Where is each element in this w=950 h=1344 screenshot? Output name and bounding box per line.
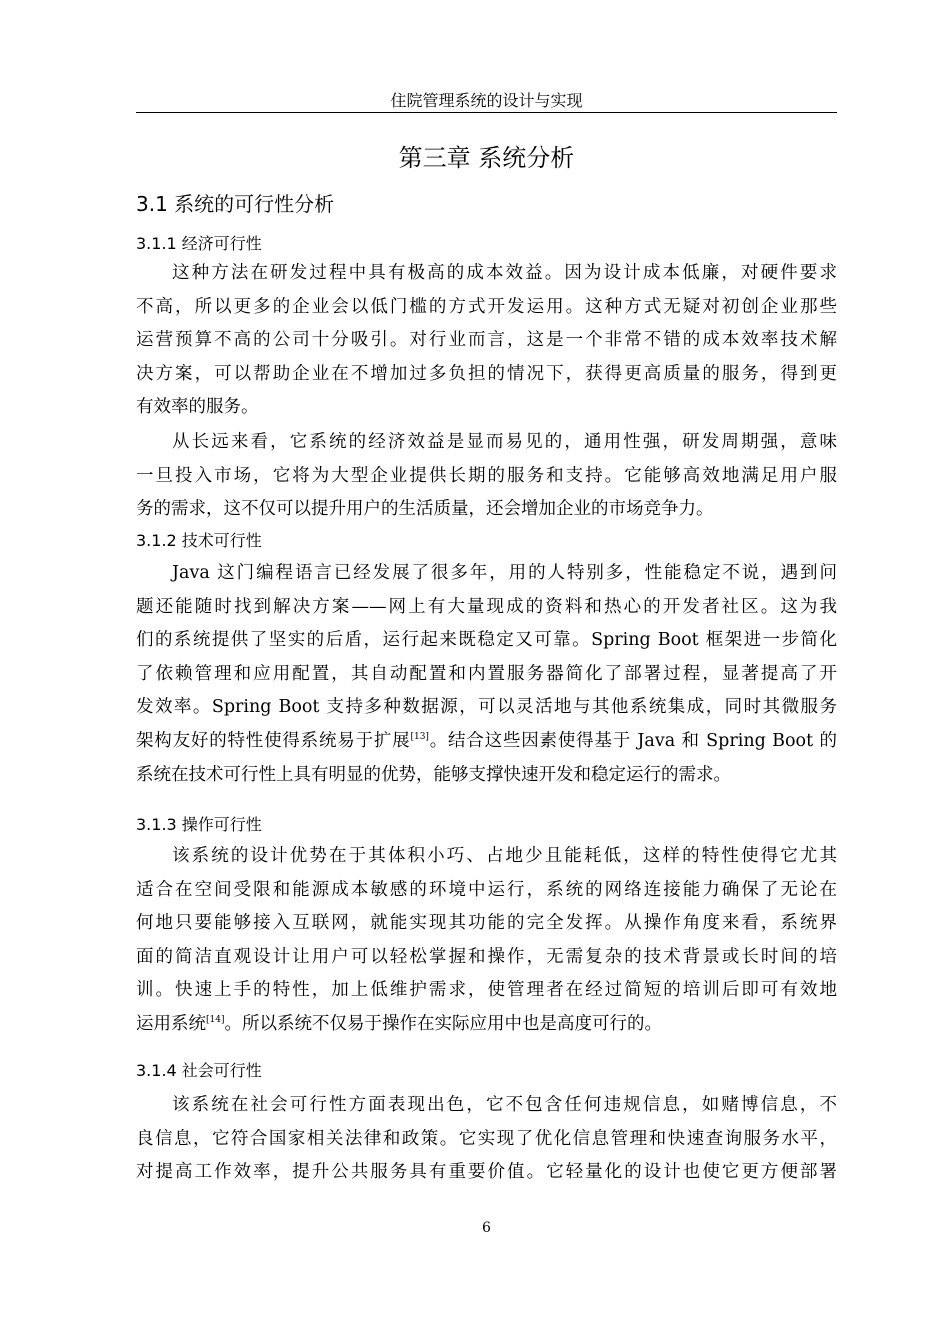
text-line: 了依赖管理和应用配置，其自动配置和内置服务器简化了部署过程，显著提高了开 xyxy=(136,663,837,684)
text-line: 不高，所以更多的企业会以低门槛的方式开发运用。这种方式无疑对初创企业那些 xyxy=(136,296,837,317)
section-heading-3-1: 3.1 系统的可行性分析 xyxy=(136,192,335,216)
text-line: 该系统在社会可行性方面表现出色，它不包含任何违规信息，如赌博信息，不 xyxy=(172,1095,837,1115)
text-segment: 。所以系统不仅易于操作在实际应用中也是高度可行的。 xyxy=(224,1013,662,1034)
text-line: 适合在空间受限和能源成本敏感的环境中运行，系统的网络连接能力确保了无论在 xyxy=(136,879,837,900)
paragraph-technical xyxy=(136,557,837,792)
text-line: 何地只要能够接入互联网，就能实现其功能的完全发挥。从操作角度来看，系统界 xyxy=(136,913,837,934)
text-segment: 。结合这些因素使得基于 Java 和 Spring Boot 的 xyxy=(428,730,837,751)
running-head: 住院管理系统的设计与实现 xyxy=(390,91,583,110)
citation-14: [14] xyxy=(206,1015,225,1026)
header-rule xyxy=(136,112,837,113)
text-line: 系统在技术可行性上具有明显的优势，能够支撑快速开发和稳定运行的需求。 xyxy=(136,764,731,785)
text-segment: 运用系统 xyxy=(136,1013,206,1034)
text-line: 该系统的设计优势在于其体积小巧、占地少且能耗低，这样的特性使得它尤其 xyxy=(172,846,837,866)
text-line: 训。快速上手的特性，加上低维护需求，使管理者在经过简短的培训后即可有效地 xyxy=(136,980,837,1001)
text-line: 这种方法在研发过程中具有极高的成本效益。因为设计成本低廉，对硬件要求 xyxy=(172,263,837,283)
paragraph-social xyxy=(136,1089,837,1190)
text-line: 对提高工作效率，提升公共服务具有重要价值。它轻量化的设计也使它更方便部署 xyxy=(136,1162,837,1183)
text-line: 们的系统提供了坚实的后盾，运行起来既稳定又可靠。Spring Boot 框架进一步简化 xyxy=(136,630,837,651)
page-number: 6 xyxy=(482,1220,491,1236)
section-heading-3-1-2: 3.1.2 技术可行性 xyxy=(136,531,262,550)
text-line: 从长远来看，它系统的经济效益是显而易见的，通用性强，研发周期强，意味 xyxy=(172,432,837,452)
text-line: 决方案，可以帮助企业在不增加过多负担的情况下，获得更高质量的服务，得到更 xyxy=(136,363,837,384)
citation-13: [13] xyxy=(410,732,429,743)
paragraph-economic-2 xyxy=(136,426,837,527)
section-heading-3-1-1: 3.1.1 经济可行性 xyxy=(136,234,262,253)
paragraph-operational xyxy=(136,840,837,1042)
text-line: 面的简洁直观设计让用户可以轻松掌握和操作，无需复杂的技术背景或长时间的培 xyxy=(136,946,837,967)
text-line: 一旦投入市场，它将为大型企业提供长期的服务和支持。它能够高效地满足用户服 xyxy=(136,465,837,486)
text-line: 发效率。Spring Boot 支持多种数据源，可以灵活地与其他系统集成，同时其微服务 xyxy=(136,697,837,718)
text-line xyxy=(136,1008,837,1042)
paragraph-economic-1 xyxy=(136,257,837,425)
text-line: Java 这门编程语言已经发展了很多年，用的人特别多，性能稳定不说，遇到问 xyxy=(172,563,837,583)
text-line: 题还能随时找到解决方案——网上有大量现成的资料和热心的开发者社区。这为我 xyxy=(136,596,837,617)
text-line: 务的需求，这不仅可以提升用户的生活质量，还会增加企业的市场竞争力。 xyxy=(136,499,714,520)
text-line: 有效率的服务。 xyxy=(136,397,259,418)
chapter-title: 第三章 系统分析 xyxy=(398,144,575,172)
text-line xyxy=(136,725,837,759)
text-segment: 架构友好的特性使得系统易于扩展 xyxy=(136,730,411,751)
text-line: 良信息，它符合国家相关法律和政策。它实现了优化信息管理和快速查询服务水平， xyxy=(136,1128,837,1149)
section-heading-3-1-4: 3.1.4 社会可行性 xyxy=(136,1061,262,1080)
text-line: 运营预算不高的公司十分吸引。对行业而言，这是一个非常不错的成本效率技术解 xyxy=(136,330,837,351)
section-heading-3-1-3: 3.1.3 操作可行性 xyxy=(136,815,262,834)
